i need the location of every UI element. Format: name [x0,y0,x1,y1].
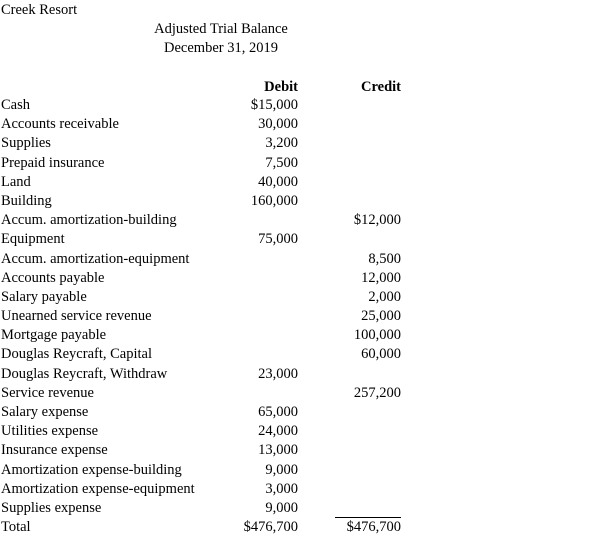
debit-amount: $15,000 [250,97,298,113]
credit-amount: 12,000 [361,269,401,286]
account-name: Mortgage payable [1,327,107,344]
debit-amount: 160,000 [250,192,298,209]
table-row [0,422,420,441]
debit-amount: 9,000 [265,499,298,516]
account-name: Douglas Reycraft, Withdraw [1,365,168,382]
credit-amount: $12,000 [353,212,401,229]
table-row [0,288,420,307]
account-name: Supplies [1,135,51,152]
account-name: Amortization expense-building [1,461,182,478]
debit-amount: 24,000 [258,423,298,440]
debit-amount: 40,000 [258,173,298,190]
statement-title: Adjusted Trial Balance [154,21,288,37]
account-name: Salary payable [1,288,87,305]
table-row [0,365,420,384]
account-name: Land [1,173,31,190]
table-row [0,96,420,115]
account-name: Douglas Reycraft, Capital [1,346,152,363]
company-name: Creek Resort [1,2,78,18]
debit-amount: 3,200 [265,135,298,152]
table-row [0,115,420,134]
table-row [0,461,420,480]
debit-amount: 65,000 [258,404,298,420]
table-row [0,326,420,345]
table-row [0,307,420,326]
account-name: Insurance expense [1,442,108,459]
account-name: Unearned service revenue [1,308,152,325]
trial-balance-rows [0,96,420,537]
table-row [0,499,420,518]
credit-column-header: Credit [360,79,401,95]
debit-amount: 7,500 [265,154,298,171]
credit-amount: 8,500 [368,250,401,267]
table-row [0,269,420,288]
credit-amount: 100,000 [353,327,401,344]
table-row [0,230,420,249]
credit-amount: 60,000 [361,346,401,363]
table-row [0,480,420,499]
credit-amount: 257,200 [353,384,401,401]
total-label: Total [1,519,31,536]
account-name: Cash [1,97,30,113]
table-row [0,173,420,192]
account-name: Prepaid insurance [1,154,105,171]
table-row [0,441,420,460]
total-row [0,518,420,537]
table-row [0,154,420,173]
table-row [0,403,420,422]
account-name: Service revenue [1,384,94,401]
debit-column-header: Debit [264,79,298,95]
table-row [0,345,420,364]
total-debit-amount: $476,700 [243,519,298,536]
statement-date: December 31, 2019 [164,40,278,56]
account-name: Utilities expense [1,423,99,440]
debit-amount: 23,000 [258,365,298,382]
account-name: Salary expense [1,404,89,420]
debit-amount: 3,000 [265,480,298,497]
total-credit-amount: $476,700 [346,519,401,536]
table-row [0,134,420,153]
account-name: Equipment [1,231,65,248]
table-row [0,250,420,269]
account-name: Accum. amortization-equipment [1,250,190,267]
table-row [0,211,420,230]
table-row [0,192,420,211]
credit-amount: 2,000 [368,288,401,305]
debit-amount: 13,000 [258,442,298,459]
total-underline [335,517,401,518]
account-name: Amortization expense-equipment [1,480,195,497]
account-name: Accounts payable [1,269,105,286]
debit-amount: 75,000 [258,231,298,248]
account-name: Supplies expense [1,499,102,516]
account-name: Building [1,192,52,209]
account-name: Accum. amortization-building [1,212,177,229]
account-name: Accounts receivable [1,116,119,133]
table-row [0,384,420,403]
debit-amount: 9,000 [265,461,298,478]
debit-amount: 30,000 [258,116,298,133]
credit-amount: 25,000 [361,308,401,325]
